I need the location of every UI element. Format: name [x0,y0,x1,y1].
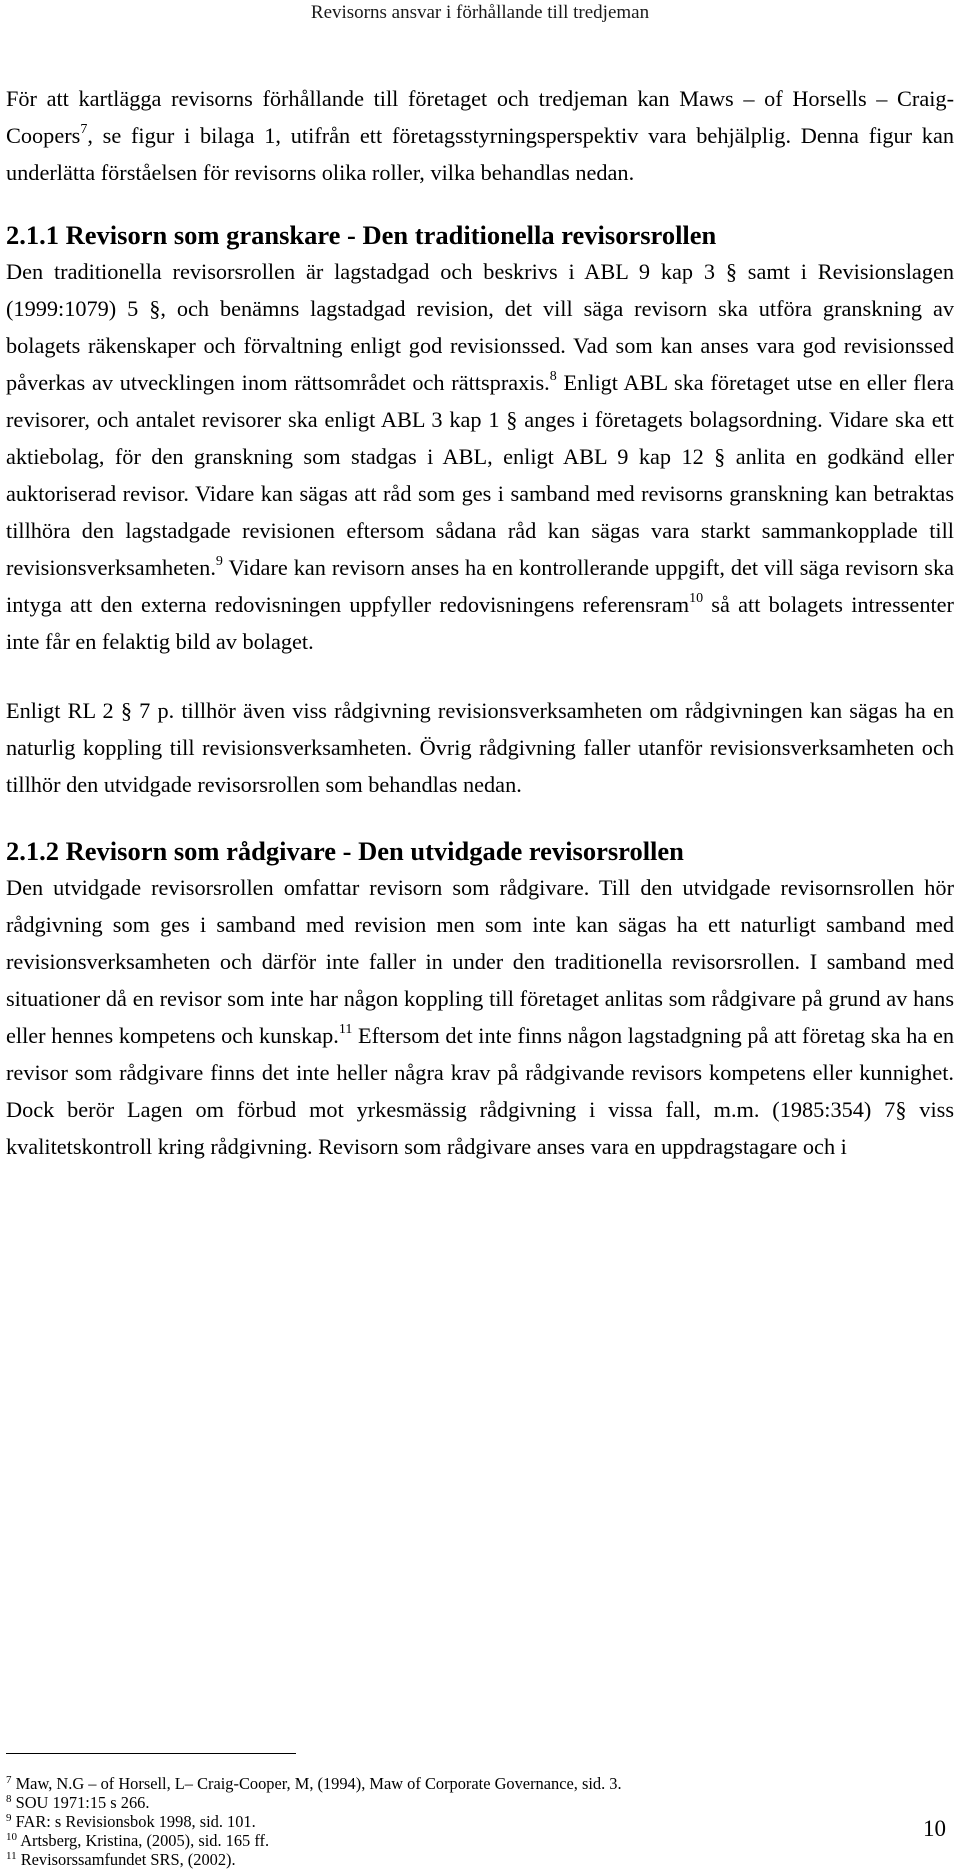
footnote-text: Maw, N.G – of Horsell, L– Craig-Cooper, M, (1994), Maw of Corporate Governance, sid. 3. [11,1774,622,1793]
body-text [6,80,954,1165]
footnote-7 [6,1774,954,1793]
footnote-number: 11 [6,1850,17,1862]
footnote-separator [6,1753,296,1754]
footnote-11 [6,1850,954,1869]
footnote-9 [6,1812,954,1831]
footnote-text: Artsberg, Kristina, (2005), sid. 165 ff. [17,1831,270,1850]
footnote-10 [6,1831,954,1850]
footnote-number: 7 [6,1774,12,1786]
paragraph-text: Den traditionella revisorsrollen är lagstadgad och beskrivs i ABL 9 kap 3 § samt i Revisionslagen (1999:1079) 5 §, och benämns lagstadgad revision, det vill säga revisorn ska utföra granskning av bolagets räkenskaper och förvaltning enligt god revisionssed. Vad som kan anses vara god revisionssed påverkas av utvecklingen inom rättsområdet och rättspraxis. [6,259,954,395]
footnote-ref[interactable]: 11 [338,1022,353,1037]
footnotes [6,1774,954,1869]
section-heading-2-1-2: 2.1.2 Revisorn som rådgivare - Den utvidgade revisorsrollen [6,836,684,866]
intro-paragraph [6,80,954,191]
footnote-ref[interactable]: 8 [549,369,557,384]
footnote-ref[interactable]: 10 [689,591,704,606]
footnote-number: 8 [6,1793,12,1805]
intro-text-b: , se figur i bilaga 1, utifrån ett företagsstyrningsperspektiv vara behjälplig. Denna figur kan underlätta förståelsen för revisorns olika roller, vilka behandlas nedan. [6,123,954,185]
footnote-8 [6,1793,954,1812]
footnote-text: FAR: s Revisionsbok 1998, sid. 101. [11,1812,256,1831]
paragraph-text: Den utvidgade revisorsrollen omfattar revisorn som rådgivare. Till den utvidgade revisornsrollen hör rådgivning som ges i samband med revision men som inte kan sägas ha ett naturligt samband med revisionsverksamheten och därför inte faller in under den traditionella revisorsrollen. I samband med situationer då en revisor som inte har någon koppling till företaget anlitas som rådgivare på grund av hans eller hennes kompetens och kunskap. [6,875,954,1048]
paragraph-text: Vidare kan revisorn anses ha en kontrollerande uppgift, det vill säga revisorn ska intyga att den externa redovisningen uppfyller redovisningens referensram [6,555,954,617]
footnote-number: 10 [6,1831,17,1843]
section-heading-2-1-1: 2.1.1 Revisorn som granskare - Den traditionella revisorsrollen [6,220,717,250]
intro-text-a: För att kartlägga revisorns förhållande till företaget och tredjeman kan Maws – of Horsells – Craig-Coopers [6,86,954,148]
section-2-1-1-paragraph-2: Enligt RL 2 § 7 p. tillhör även viss rådgivning revisionsverksamheten om rådgivningen kan sägas ha en naturlig koppling till revisionsverksamheten. Övrig rådgivning faller utanför revisionsverksamheten och tillhör den utvidgade revisorsrollen som behandlas nedan. [6,698,954,797]
footnote-ref[interactable]: 9 [215,554,223,569]
running-header: Revisorns ansvar i förhållande till tredjeman [310,2,650,23]
page-number: 10 [923,1816,946,1841]
section-2-1-2-paragraph-1 [6,869,954,1165]
footnote-number: 9 [6,1812,12,1824]
footnote-text: SOU 1971:15 s 266. [11,1793,150,1812]
section-2-1-1-paragraph-1 [6,253,954,660]
footnote-text: Revisorssamfundet SRS, (2002). [16,1850,236,1869]
footnote-ref[interactable]: 7 [80,122,88,137]
paragraph-text: Eftersom det inte finns någon lagstadgning på att företag ska ha en revisor som rådgivare finns det inte heller några krav på rådgivande revisors kompetens eller kunnighet. Dock berör Lagen om förbud mot yrkesmässig rådgivning i vissa fall, m.m. (1985:354) 7§ viss kvalitetskontroll kring rådgivning. Revisorn som rådgivare anses vara en uppdragstagare och i [6,1023,954,1159]
paragraph-text: så att bolagets intressenter inte får en felaktig bild av bolaget. [6,592,954,654]
paragraph-text: Enligt ABL ska företaget utse en eller flera revisorer, och antalet revisorer ska enligt ABL 3 kap 1 § anges i företagets bolagsordning. Vidare ska ett aktiebolag, för den granskning som stadgas i ABL, enligt ABL 9 kap 12 § anlita en godkänd eller auktoriserad revisor. Vidare kan sägas att råd som ges i samband med revisorns granskning kan betraktas tillhöra den lagstadgade revisionen eftersom sådana råd kan sägas vara starkt sammankopplade till revisionsverksamheten. [6,370,954,580]
